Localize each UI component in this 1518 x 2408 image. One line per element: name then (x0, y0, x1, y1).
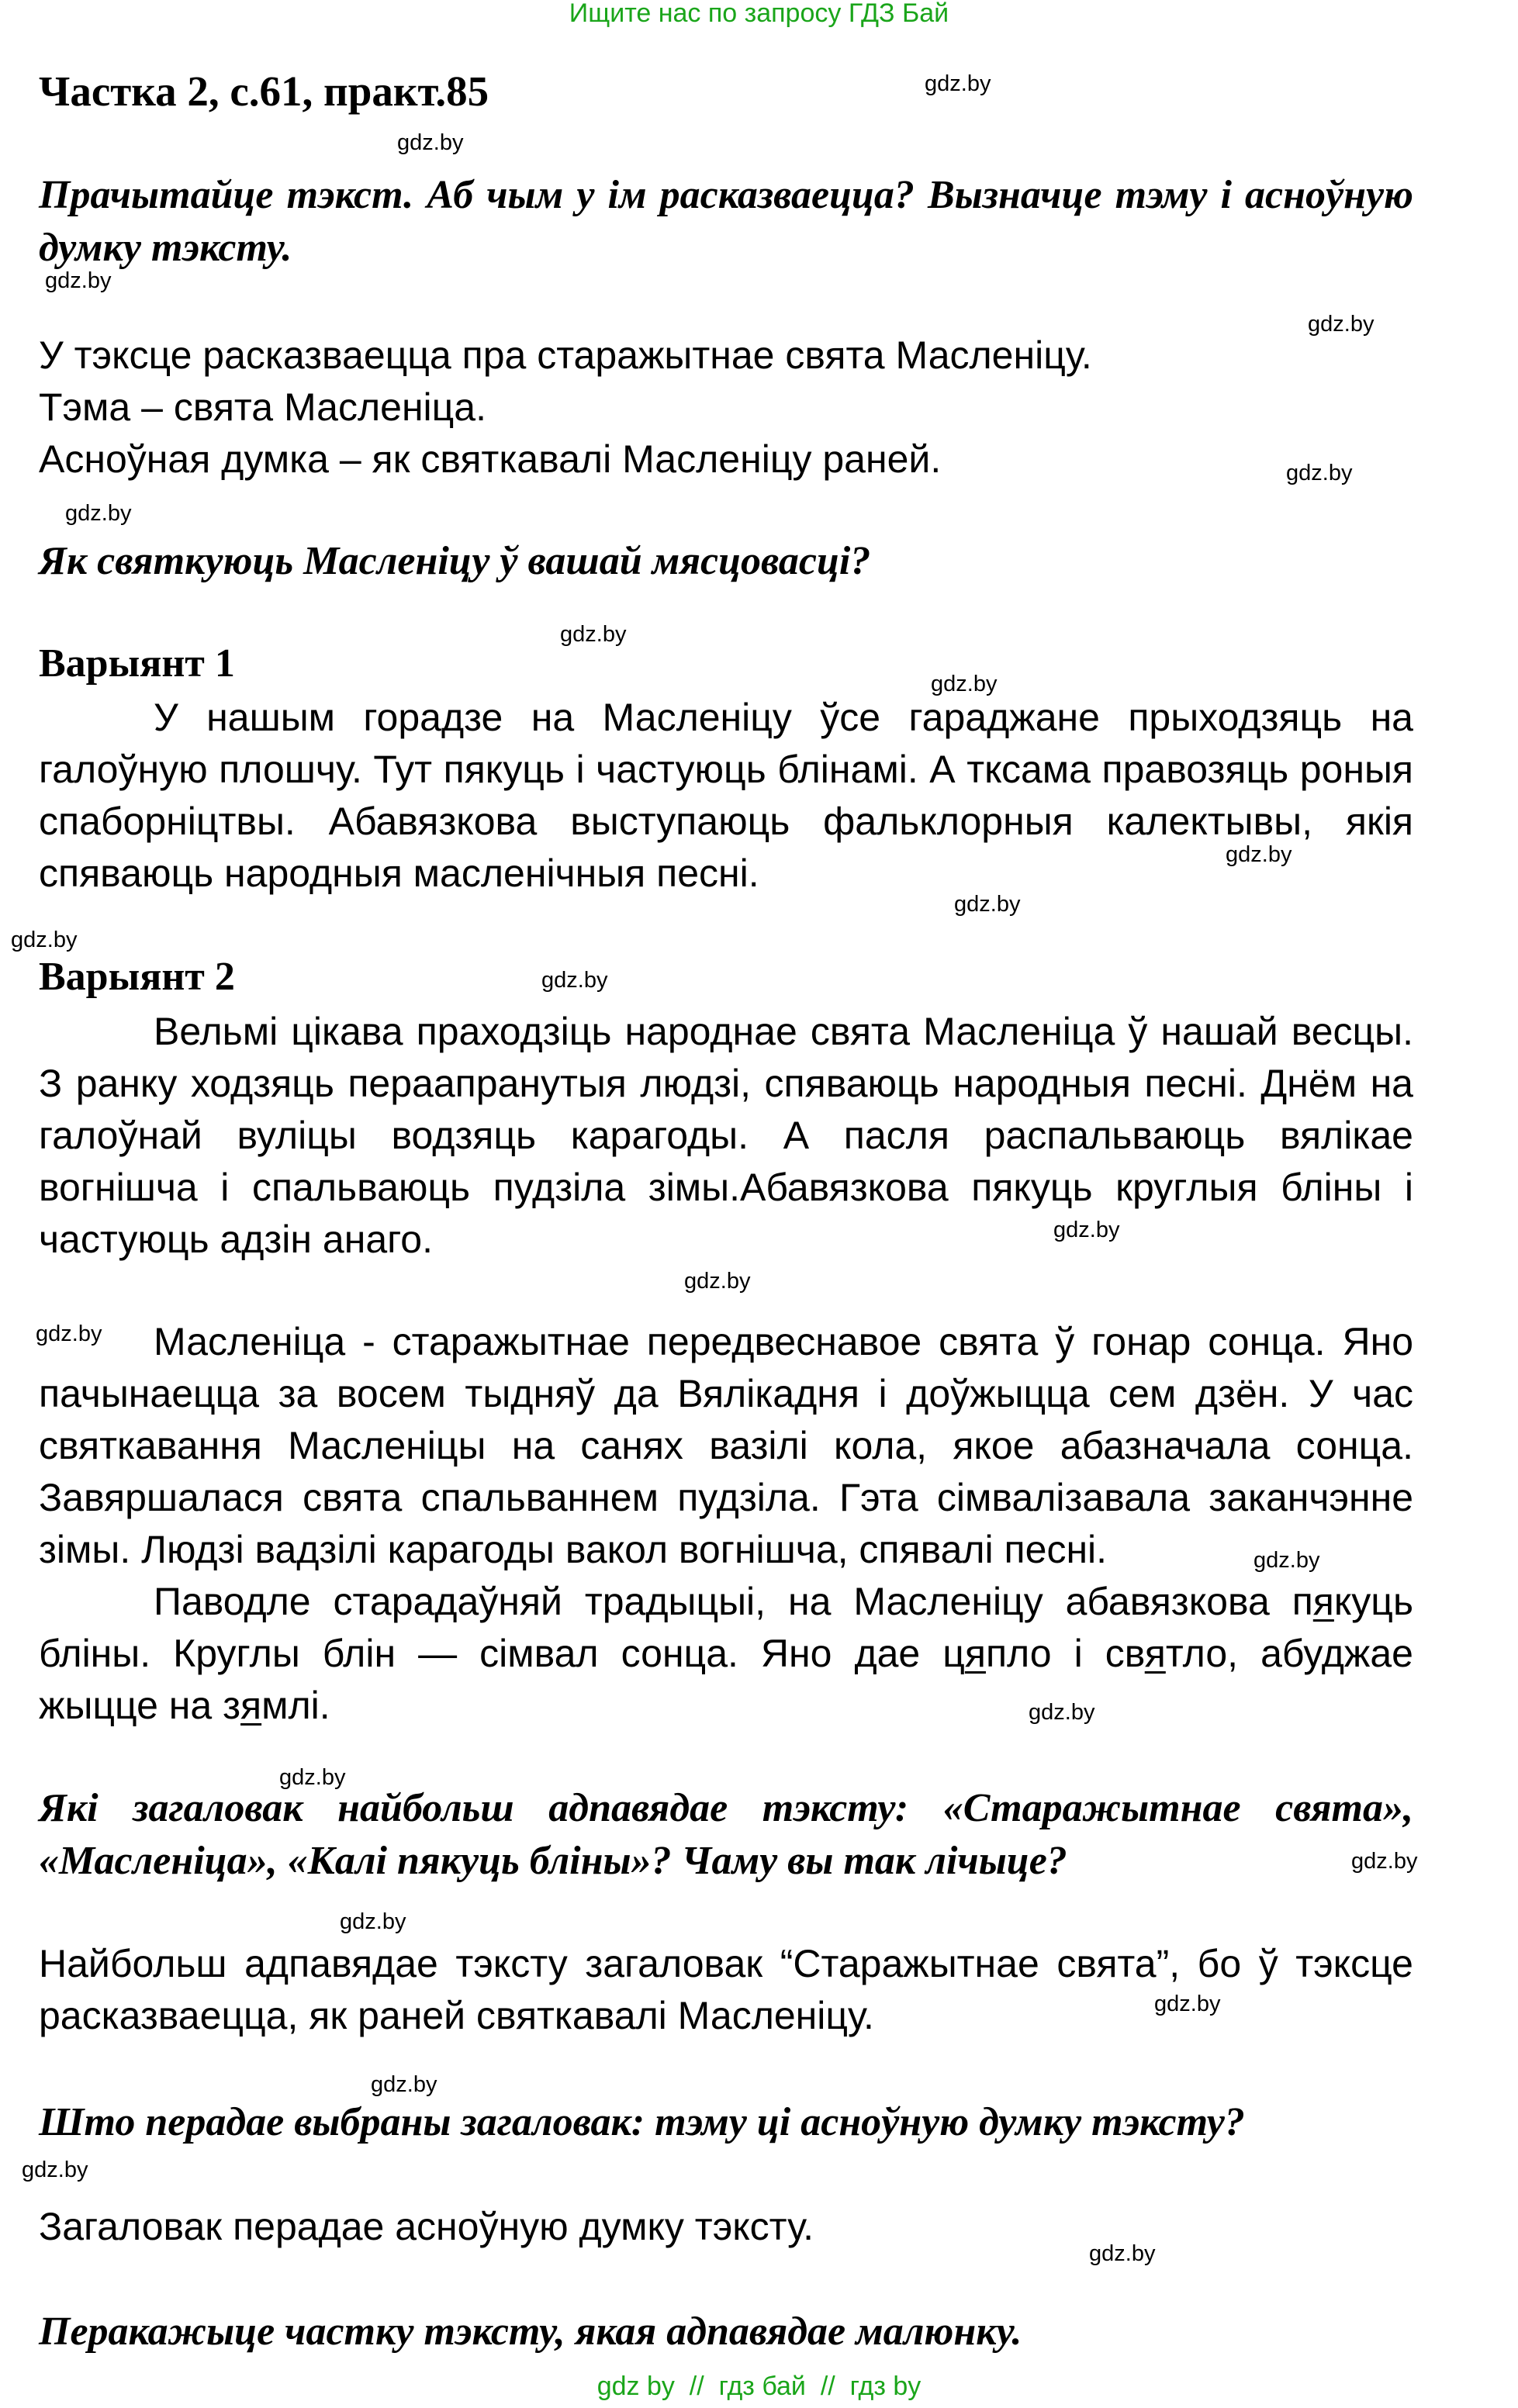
footer-links: gdz by // гдз бай // гдз by (596, 2372, 922, 2401)
watermark: gdz.by (1308, 312, 1374, 337)
watermark: gdz.by (36, 1321, 102, 1346)
underlined-letter: я (1144, 1632, 1166, 1675)
question-5: Перакажыце частку тэксту, якая адпавядае малюнку. (39, 2310, 1022, 2354)
watermark: gdz.by (11, 928, 78, 952)
watermark: gdz.by (1226, 842, 1292, 867)
text-paragraph-1: Масленіца - старажытнае передвеснавое свята ў гонар сонца. Яно пачынаецца за восем тыдняў да Вялікадня і доўжыцца сем дзён. У час святкавання Масленіцы на санях вазілі кола, якое абазначала сонца. Завяршалася свята спальваннем пудзіла. Гэта сімвалізавала заканчэнне зімы. Людзі вадзілі карагоды вакол вогнішча, спявалі песні. (39, 1320, 1413, 1571)
watermark: gdz.by (340, 1909, 406, 1934)
variant-2-heading: Варыянт 2 (39, 955, 235, 999)
text-p2-part-2: куць бліны. Круглы блін — сімвал сонца. Яно дае ц (39, 1580, 1413, 1675)
variant-1-heading: Варыянт 1 (39, 641, 235, 686)
text-p2-part-4: тло, абуджае жыцце на з (39, 1632, 1413, 1727)
watermark: gdz.by (684, 1269, 751, 1294)
watermark: gdz.by (1029, 1700, 1095, 1725)
question-4: Што перадае выбраны загаловак: тэму ці асноўную думку тэксту? (39, 2100, 1245, 2144)
watermark: gdz.by (65, 501, 132, 526)
watermark: gdz.by (279, 1765, 346, 1790)
underlined-letter: я (1312, 1580, 1334, 1623)
watermark: gdz.by (371, 2072, 437, 2097)
watermark: gdz.by (1089, 2241, 1156, 2266)
watermark: gdz.by (560, 622, 627, 647)
question-3: Які загаловак найбольш адпавядае тэксту: «Старажытнае свята», «Масленіца», «Калі пякуць бліны»? Чаму вы так лічыце? (39, 1786, 1413, 1883)
watermark: gdz.by (1286, 461, 1353, 485)
underlined-letter: я (240, 1684, 262, 1727)
watermark: gdz.by (397, 130, 464, 155)
answer-1-line-2: Тэма – свята Масленіца. (39, 385, 487, 429)
question-1: Прачытайце тэкст. Аб чым у ім расказваецца? Вызначце тэму і асноўную думку тэксту. (39, 173, 1413, 270)
variant-1-text: У нашым горадзе на Масленіцу ўсе гараджане прыходзяць на галоўную плошчу. Тут пякуць і частуюць блінамі. А ткcама правозяць роныя спаборніцтвы. Абавязкова выступаюць фальклорныя калектывы, якія спяваюць народныя масленічныя песні. (39, 696, 1413, 895)
top-banner: Ищите нас по запросу ГДЗ Бай (569, 0, 949, 28)
watermark: gdz.by (1053, 1218, 1120, 1242)
text-paragraph-2 (39, 1576, 1413, 1732)
question-2: Як святкуюць Масленіцу ў вашай мясцовасці? (39, 539, 871, 583)
watermark: gdz.by (925, 71, 991, 96)
answer-1-line-1: У тэксце расказваецца пра старажытнае свята Масленіцу. (39, 333, 1092, 377)
watermark: gdz.by (541, 968, 608, 993)
watermark: gdz.by (22, 2158, 88, 2182)
answer-4: Загаловак перадае асноўную думку тэксту. (39, 2205, 814, 2248)
variant-2-text: Вельмі цікава праходзіць народнае свята Масленіца ў нашай весцы. З ранку ходзяць пераапранутыя людзі, спяваюць народныя песні. Днём на галоўнай вуліцы водзяць карагоды. А пасля распальваюць вялікае вогнішча і спальваюць пудзіла зімы.Абавязкова пякуць круглыя бліны і частуюць адзін анаго. (39, 1010, 1413, 1261)
watermark: gdz.by (45, 268, 112, 293)
answer-3: Найбольш адпавядае тэксту загаловак “Старажытнае свята”, бо ў тэксце расказваецца, як раней святкавалі Масленіцу. (39, 1942, 1413, 2037)
watermark: gdz.by (1351, 1849, 1418, 1874)
text-p2-part-3: пло і св (985, 1632, 1145, 1675)
watermark: gdz.by (1154, 1992, 1221, 2016)
answer-1-line-3: Асноўная думка – як святкавалі Масленіцу раней. (39, 437, 942, 481)
page-title: Частка 2, с.61, практ.85 (39, 67, 489, 115)
text-p2-part-5: млі. (261, 1684, 330, 1727)
watermark: gdz.by (931, 672, 998, 696)
text-p2-part-1: Паводле старадаўняй традыцыі, на Масленіцу абавязкова п (154, 1580, 1313, 1623)
watermark: gdz.by (1253, 1548, 1320, 1573)
underlined-letter: я (964, 1632, 986, 1675)
watermark: gdz.by (954, 892, 1021, 917)
